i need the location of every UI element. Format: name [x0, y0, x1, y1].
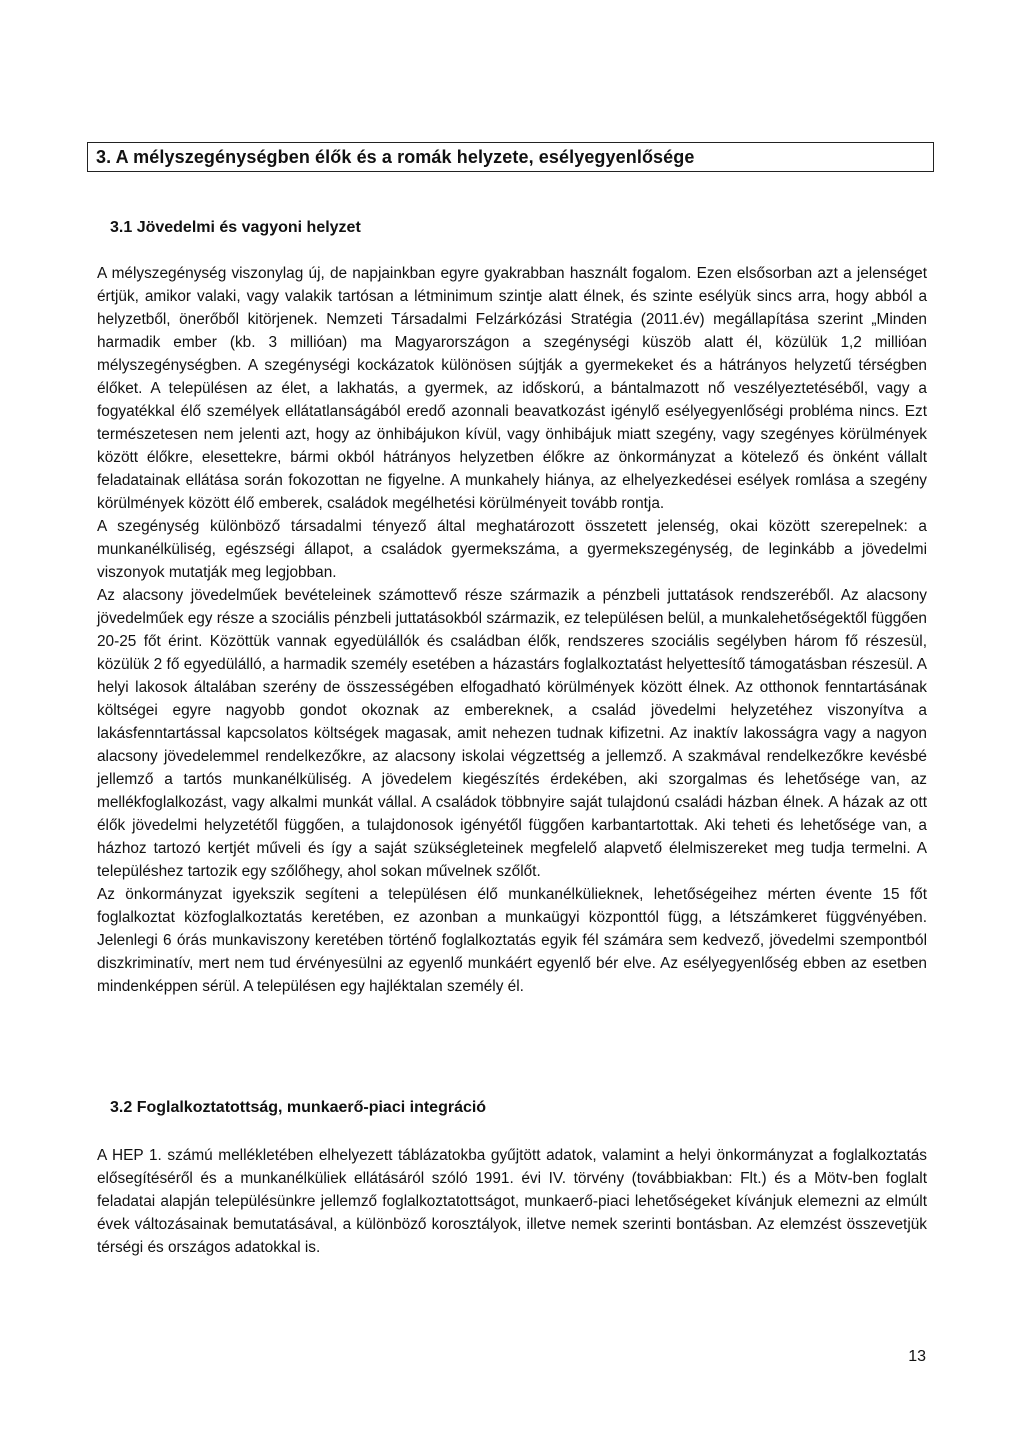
page-number: 13 [908, 1348, 926, 1365]
section-title-3-1: 3.1 Jövedelmi és vagyoni helyzet [110, 219, 361, 236]
paragraph: Az alacsony jövedelműek bevételeinek számottevő része származik a pénzbeli juttatások rendszeréből. Az alacsony jövedelműek egy része a szociális pénzbeli juttatásokból származik, ez településen belül, a munkalehetőségektől függően 20-25 főt érint. Közöttük vannak egyedülállók és családban élők, rendszeres szociális segélyben három fő részesül, közülük 2 fő egyedülálló, a harmadik személy esetében a házastárs foglalkoztatást helyettesítő támogatásban részesül. A helyi lakosok általában szerény de összességében elfogadható körülmények között élnek. Az otthonok fenntartásának költségei egyre nagyobb gondot okoznak az embereknek, a család jövedelmi helyzetéhez viszonyítva a lakásfenntartással kapcsolatos költségek magasak, amit nehezen tudnak kifizetni. Az inaktív lakosságra vagy a nagyon alacsony jövedelemmel rendelkezőkre, az alacsony iskolai végzettség a jellemző. A szakmával rendelkezőkre kevésbé jellemző a tartós munkanélküliség. A jövedelem kiegészítés érdekében, aki szorgalmas és lehetősége van, az mellékfoglalkozást, vagy alkalmi munkát vállal. A családok többnyire saját tulajdonú családi házban élnek. A házak az ott élők jövedelmi helyzetétől függően, a tulajdonosok igényétől függően karbantartottak. Aki teheti és lehetősége van, a házhoz tartozó kertjét műveli és így a saját szükségleteinek megfelelő alapvető élelmiszereket meg tudja termelni. A településhez tartozik egy szőlőhegy, ahol sokan művelnek szőlőt. [97, 587, 927, 880]
section-title-3-2: 3.2 Foglalkoztatottság, munkaerő-piaci integráció [110, 1099, 487, 1116]
chapter-heading-box [87, 142, 934, 172]
section-3-1-body [97, 262, 927, 998]
chapter-title: 3. A mélyszegénységben élők és a romák helyzete, esélyegyenlősége [96, 146, 695, 167]
paragraph: Az önkormányzat igyekszik segíteni a településen élő munkanélkülieknek, lehetőségeihez mérten évente 15 főt foglalkoztat közfoglalkoztatás keretében, ez azonban a munkaügyi központtól függ, a létszámkeret függvényében. Jelenlegi 6 órás munkaviszony keretében történő foglalkoztatás egyik fél számára sem kedvező, jövedelmi szempontból diszkriminatív, mert nem tud érvényesülni az egyenlő munkáért egyenlő bér elve. Az esélyegyenlőség ebben az esetben mindenképpen sérül. A településen egy hajléktalan személy él. [97, 886, 927, 995]
section-3-2-body [97, 1144, 927, 1259]
paragraph: A mélyszegénység viszonylag új, de napjainkban egyre gyakrabban használt fogalom. Ezen elsősorban azt a jelenséget értjük, amikor valaki, vagy valakik tartósan a létminimum szintje alatt élnek, és szinte esélyük sincs arra, hogy abból a helyzetből, önerőből kitörjenek. Nemzeti Társadalmi Felzárkózási Stratégia (2011.év) megállapítása szerint „Minden harmadik ember (kb. 3 millióan) ma Magyarországon a szegénységi küszöb alatt él, közülük 1,2 millióan mélyszegénységben. A szegénységi kockázatok különösen sújtják a gyermekeket és a hátrányos helyzetű térségben élőket. A településen az élet, a lakhatás, a gyermek, az időskorú, a bántalmazott nő veszélyeztetéséből, vagy a fogyatékkal élő személyek ellátatlanságából eredő azonnali beavatkozást igénylő esélyegyenlőségi probléma nincs. Ezt természetesen nem jelenti azt, hogy az önhibájukon kívül, vagy önhibájuk miatt szegény, vagy szegényes körülmények között élőkre, elesettekre, bármi okból hátrányos helyzetben élőkre az önkormányzat a kötelező és önként vállalt feladatainak ellátása során fokozottan ne figyelne. A munkahely hiánya, az elhelyezkedései esélyek romlása a szegény körülmények között élő emberek, családok megélhetési körülményeit tovább rontja. [97, 265, 927, 512]
paragraph: A HEP 1. számú mellékletében elhelyezett táblázatokba gyűjtött adatok, valamint a helyi önkormányzat a foglalkoztatás elősegítéséről és a munkanélküliek ellátásáról szóló 1991. évi IV. törvény (továbbiakban: Flt.) és a Mötv-ben foglalt feladatai alapján településünkre jellemző foglalkoztatottságot, munkaerő-piaci lehetőségeket kívánjuk elemezni az elmúlt évek változásainak bemutatásával, a különböző korosztályok, illetve nemek szerinti bontásban. Az elemzést összevetjük térségi és országos adatokkal is. [97, 1147, 927, 1256]
paragraph: A szegénység különböző társadalmi tényező által meghatározott összetett jelenség, okai között szerepelnek: a munkanélküliség, egészségi állapot, a családok gyermekszáma, a gyermekszegénység, de leginkább a jövedelmi viszonyok mutatják meg legjobban. [97, 518, 927, 581]
